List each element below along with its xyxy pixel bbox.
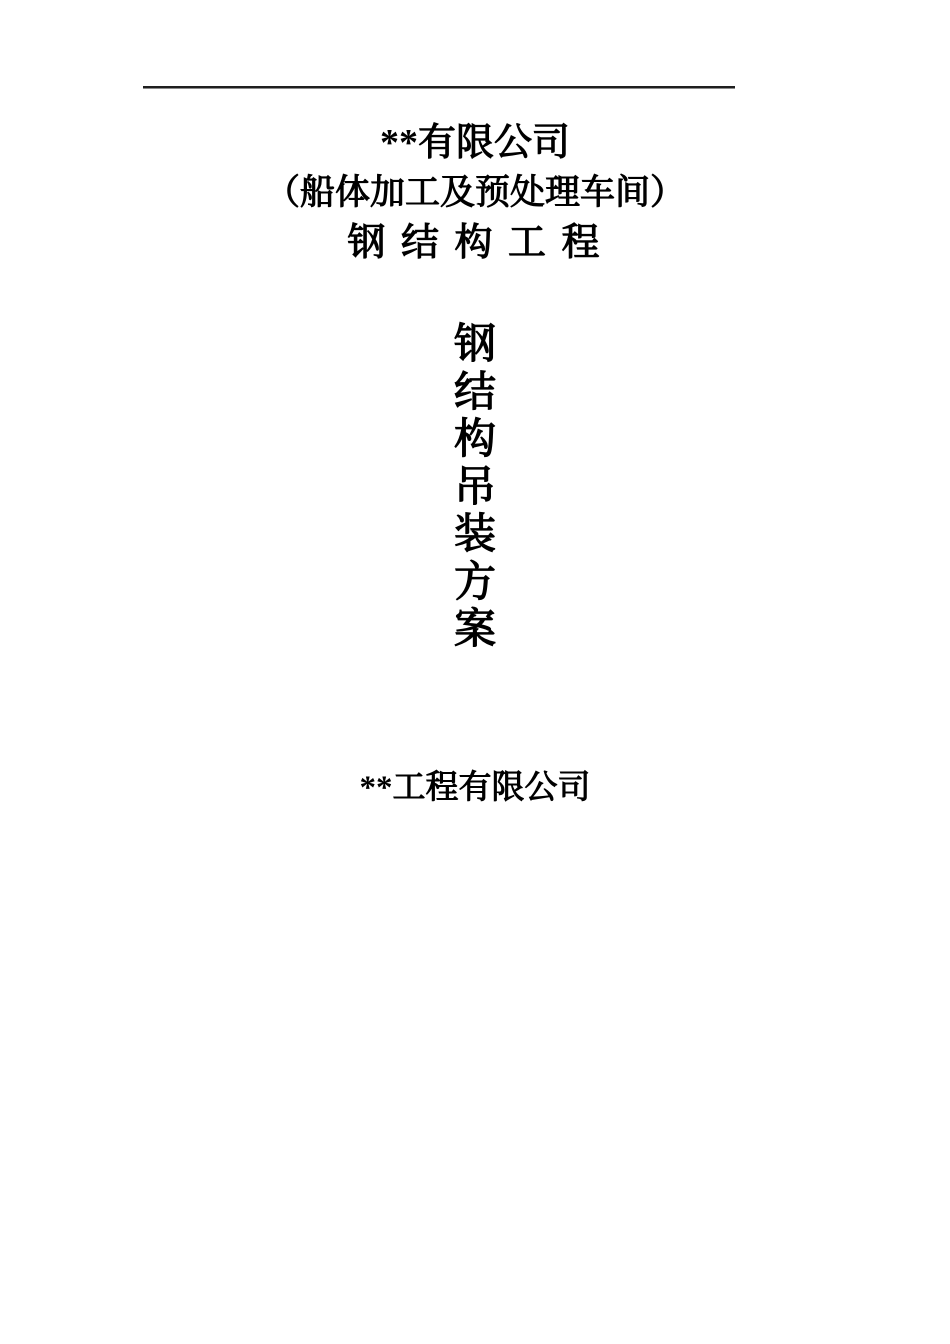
title-block (0, 118, 950, 268)
vertical-title-char: 构 (453, 417, 496, 463)
doc-title-company: **有限公司 (379, 122, 570, 164)
doc-title-project: 钢 结 构 工 程 (347, 222, 603, 264)
doc-title-workshop: （船体加工及预处理车间） (264, 173, 685, 212)
company-name: **工程有限公司 (359, 770, 591, 806)
vertical-title-char: 结 (453, 369, 496, 416)
vertical-title-char: 钢 (453, 322, 496, 368)
vertical-title (0, 322, 950, 655)
vertical-title-char: 案 (453, 607, 496, 653)
vertical-title-char: 装 (453, 512, 496, 558)
vertical-title-char: 吊 (453, 464, 496, 511)
vertical-title-char: 方 (453, 559, 496, 606)
header-divider (143, 86, 735, 89)
